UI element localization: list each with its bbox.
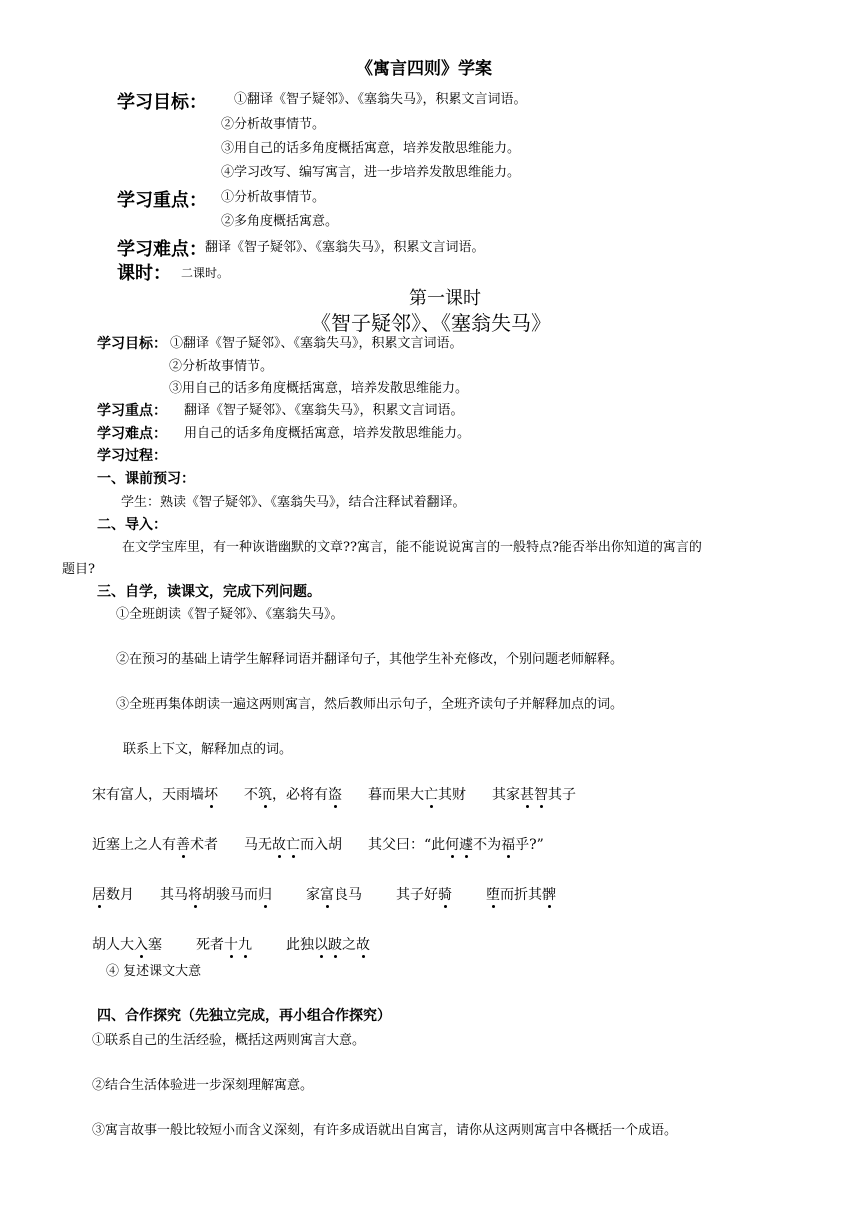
lesson-subtitle: 《智子疑邻》、《塞翁失马》 [311,311,551,335]
overview-key-2: ②多角度概括寓意。 [221,214,339,229]
section-4-item-2: ②结合生活体验进一步深刻理解寓意。 [92,1078,314,1093]
overview-goal-2: ②分析故事情节。 [221,117,326,132]
lesson-goals-label: 学习目标： [97,336,167,352]
dotted-sentence-row-3: 居数月 其马将胡骏马而归 家富良马 其子好骑 堕而折其髀 [92,887,556,903]
lesson-key-label: 学习重点： [97,403,167,419]
section-3-item-3: ③全班再集体朗读一遍这两则寓言，然后教师出示句子，全班齐读句子并解释加点的词。 [116,697,624,712]
process-label: 学习过程： [97,448,167,464]
dotted-sentence-row-2: 近塞上之人有善术者 马无故亡而入胡 其父曰：“此何遽不为福乎?” [92,837,544,853]
lesson-goal-3: ③用自己的话多角度概括寓意，培养发散思维能力。 [169,381,469,396]
overview-time-label: 课时： [117,263,171,284]
lesson-heading: 第一课时 [409,288,481,309]
dotted-sentence-row-4: 胡人大入塞 死者十九 此独以跛之故 [92,937,370,953]
section-1-title: 一、课前预习： [97,471,195,487]
overview-time-text: 二课时。 [181,266,230,280]
section-2-text-line2: 题目? [62,562,95,577]
section-4-title: 四、合作探究（先独立完成，再小组合作探究） [97,1008,391,1024]
context-note: 联系上下文，解释加点的词。 [123,742,293,757]
overview-key-label: 学习重点： [117,190,207,211]
section-2-title: 二、导入： [97,517,167,533]
overview-hard-label: 学习难点： [117,239,207,260]
dotted-sentence-row-1: 宋有富人，天雨墙坏 不筑，必将有盗 暮而果大亡其财 其家甚智其子 [92,787,576,803]
section-1-text: 学生：熟读《智子疑邻》、《塞翁失马》，结合注释试着翻译。 [121,495,466,510]
section-2-text-line1: 在文学宝库里，有一种诙谐幽默的文章??寓言，能不能说说寓言的一般特点?能否举出你知道的寓言的 [122,540,702,555]
overview-goal-1: ①翻译《智子疑邻》、《塞翁失马》，积累文言词语。 [234,92,527,107]
overview-key-1: ①分析故事情节。 [221,190,326,205]
section-4-item-3: ③寓言故事一般比较短小而含义深刻，有许多成语就出自寓言，请你从这两则寓言中各概括一个成语。 [92,1123,678,1138]
section-4-item-1: ①联系自己的生活经验，概括这两则寓言大意。 [92,1033,366,1048]
section-3-item-4: ④ 复述课文大意 [106,964,202,979]
overview-hard-text: 翻译《智子疑邻》、《塞翁失马》，积累文言词语。 [205,240,485,255]
overview-goals-label: 学习目标： [117,92,207,113]
lesson-hard-label: 学习难点： [97,426,167,442]
section-3-item-1: ①全班朗读《智子疑邻》、《塞翁失马》。 [116,607,344,622]
section-3-title: 三、自学，读课文，完成下列问题。 [97,584,321,600]
lesson-key-text: 翻译《智子疑邻》、《塞翁失马》，积累文言词语。 [184,403,464,418]
overview-goal-4: ④学习改写、编写寓言，进一步培养发散思维能力。 [221,165,521,180]
lesson-hard-text: 用自己的话多角度概括寓意，培养发散思维能力。 [184,426,471,441]
lesson-goal-2: ②分析故事情节。 [169,359,274,374]
overview-goal-3: ③用自己的话多角度概括寓意，培养发散思维能力。 [221,141,521,156]
section-3-item-2: ②在预习的基础上请学生解释词语并翻译句子，其他学生补充修改，个别问题老师解释。 [116,652,624,667]
document-title: 《寓言四则》学案 [356,59,492,79]
lesson-goal-1: ①翻译《智子疑邻》、《塞翁失马》，积累文言词语。 [170,336,463,351]
